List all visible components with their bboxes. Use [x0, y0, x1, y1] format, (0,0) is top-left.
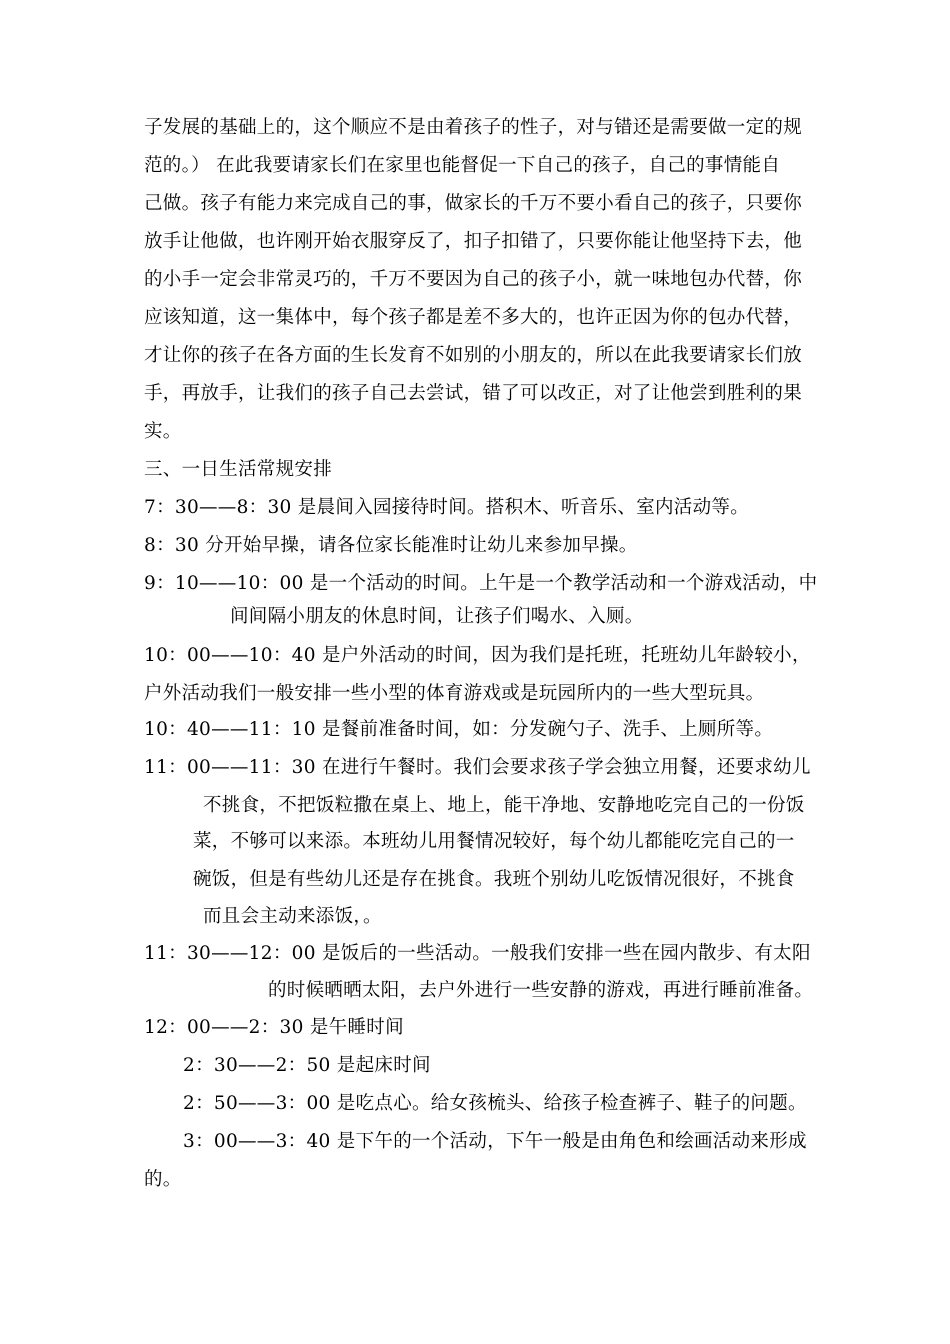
paragraph-line: 才让你的孩子在各方面的生长发育不如别的小朋友的，所以在此我要请家长们放 [144, 345, 803, 366]
schedule-line: 9：10——10：00 是一个活动的时间。上午是一个教学活动和一个游戏活动，中 [144, 573, 818, 594]
paragraph-line: 放手让他做，也许刚开始衣服穿反了，扣子扣错了，只要你能让他坚持下去，他 [144, 231, 803, 252]
section-heading: 三、一日生活常规安排 [144, 459, 333, 480]
schedule-line-continuation: 碗饭，但是有些幼儿还是存在挑食。我班个别幼儿吃饭情况很好，不挑食 [193, 869, 795, 890]
paragraph-line: 的小手一定会非常灵巧的，千万不要因为自己的孩子小，就一味地包办代替，你 [144, 269, 803, 290]
paragraph-line: 范的。） 在此我要请家长们在家里也能督促一下自己的孩子，自己的事情能自 [144, 155, 781, 176]
schedule-line-continuation: 户外活动我们一般安排一些小型的体育游戏或是玩园所内的一些大型玩具。 [144, 683, 765, 704]
schedule-line: 10：00——10：40 是户外活动的时间，因为我们是托班，托班幼儿年龄较小， [144, 645, 811, 666]
schedule-line-continuation: 的。 [144, 1169, 182, 1190]
schedule-line-continuation: 的时候晒晒太阳，去户外进行一些安静的游戏，再进行睡前准备。 [268, 980, 814, 1001]
schedule-line: 7：30——8：30 是晨间入园接待时间。搭积木、听音乐、室内活动等。 [144, 497, 750, 518]
paragraph-line: 子发展的基础上的，这个顺应不是由着孩子的性子，对与错还是需要做一定的规 [144, 117, 803, 138]
paragraph-line: 手，再放手，让我们的孩子自己去尝试，错了可以改正，对了让他尝到胜利的果 [144, 383, 803, 404]
schedule-line: 3：00——3：40 是下午的一个活动，下午一般是由角色和绘画活动来形成 [183, 1131, 807, 1152]
schedule-line-continuation: 而且会主动来添饭，。 [203, 906, 382, 927]
schedule-line: 8：30 分开始早操，请各位家长能准时让幼儿来参加早操。 [144, 535, 638, 556]
schedule-line-continuation: 不挑食，不把饭粒撒在桌上、地上，能干净地、安静地吃完自己的一份饭 [203, 795, 805, 816]
schedule-line-continuation: 菜，不够可以来添。本班幼儿用餐情况较好，每个幼儿都能吃完自己的一 [193, 831, 795, 852]
paragraph-line: 实。 [144, 421, 182, 442]
schedule-line-continuation: 间间隔小朋友的休息时间，让孩子们喝水、入厕。 [230, 606, 644, 627]
paragraph-line: 应该知道，这一集体中，每个孩子都是差不多大的，也许正因为你的包办代替， [144, 307, 803, 328]
schedule-line: 12：00——2：30 是午睡时间 [144, 1017, 404, 1038]
schedule-line: 11：30——12：00 是饭后的一些活动。一般我们安排一些在园内散步、有太阳 [144, 943, 811, 964]
schedule-line: 2：30——2：50 是起床时间 [183, 1055, 431, 1076]
schedule-line: 11：00——11：30 在进行午餐时。我们会要求孩子学会独立用餐，还要求幼儿 [144, 757, 811, 778]
paragraph-line: 己做。孩子有能力来完成自己的事，做家长的千万不要小看自己的孩子，只要你 [144, 193, 803, 214]
schedule-line: 10：40——11：10 是餐前准备时间，如：分发碗勺子、洗手、上厕所等。 [144, 719, 774, 740]
schedule-line: 2：50——3：00 是吃点心。给女孩梳头、给孩子检查裤子、鞋子的问题。 [183, 1093, 807, 1114]
